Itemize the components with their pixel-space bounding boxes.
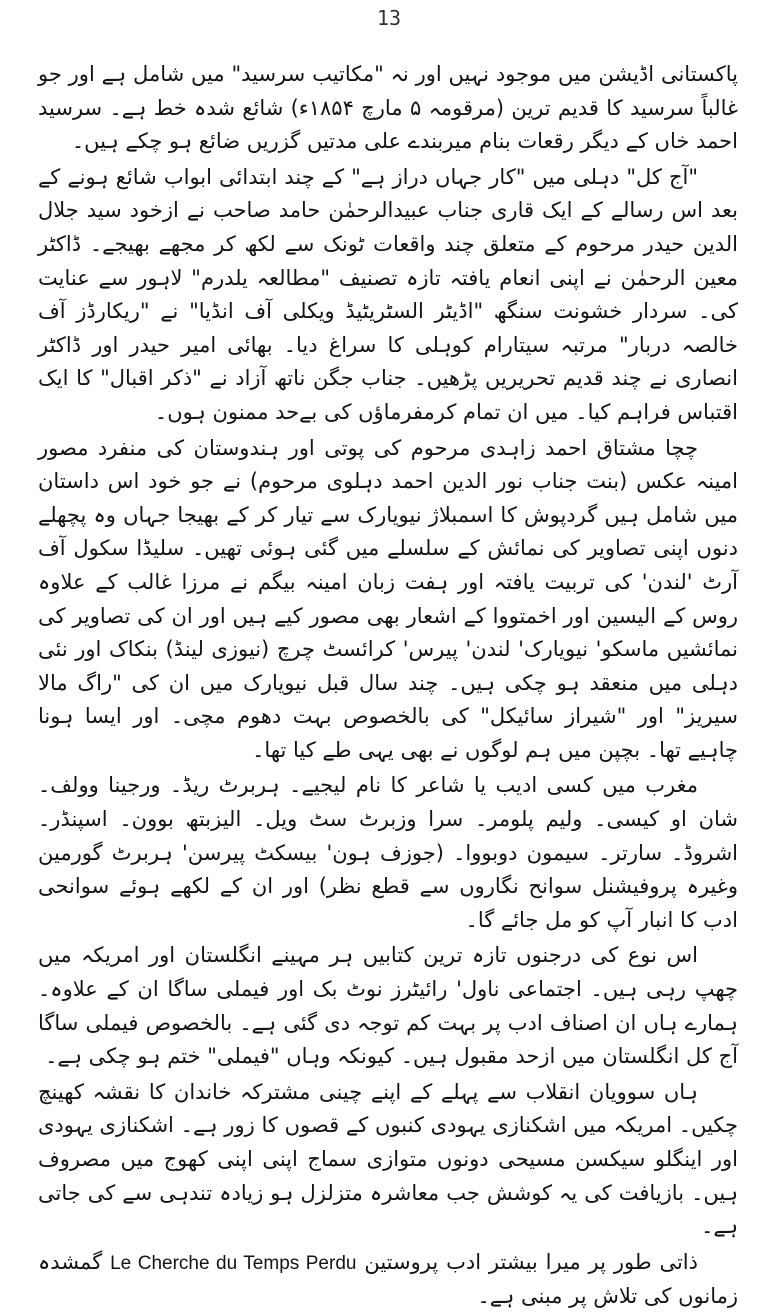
final-paragraph — [38, 1246, 738, 1314]
page-number: 13 — [376, 6, 402, 30]
final-paragraph-suffix: گمشدہ زمانوں کی تلاش پر مبنی ہے۔ — [38, 1249, 738, 1309]
final-paragraph-prefix: ذاتی طور پر میرا بیشتر ادب پروستین — [364, 1249, 698, 1274]
paragraph: مغرب میں کسی ادیب یا شاعر کا نام لیجیے۔ ہربرٹ ریڈ۔ ورجینا وولف۔ شان او کیسی۔ ولیم پلومر۔ سرا وزبرٹ سٹ ویل۔ الیزبتھ بوون۔ اسپنڈر۔ اشروڈ۔ سارتر۔ سیمون دوبووا۔ (جوزف ہون' بیسکٹ پیرسن' ہربرٹ گورمین وغیرہ پروفیشنل سوانح نگاروں سے قطع نظر) اور ان کے لکھے ہوئے سوانحی ادب کا انبار آپ کو مل جائے گا۔ — [38, 773, 738, 932]
body-text — [38, 58, 738, 1316]
paragraph: ہاں سوویان انقلاب سے پہلے کے اپنے چینی مشترکہ خاندان کا نقشہ کھینچ چکیں۔ امریکہ میں اشکنازی یہودی کنبوں کے قصوں کا زور ہے۔ اشکنازی یہودی اور اینگلو سیکسن مسیحی دونوں متوازی سماج اپنی اپنی کھوج میں مصروف ہیں۔ بازیافت کی یہ کوشش جب معاشرہ متزلزل ہو زیادہ تندہی سے کی جاتی ہے۔ — [38, 1079, 738, 1239]
paragraph: "آج کل" دہلی میں "کار جہاں دراز ہے" کے چند ابتدائی ابواب شائع ہونے کے بعد اس رسالے کے ایک قاری جناب عبیدالرحمٰن حامد صاحب نے ازخود سید جلال الدین حیدر مرحوم کے متعلق چند واقعات ٹونک سے لکھ کر مجھے بھیجے۔ ڈاکٹر معین الرحمٰن نے اپنی انعام یافتہ تازہ تصنیف "مطالعہ یلدرم" لاہور سے عنایت کی۔ سردار خشونت سنگھ "اڈیٹر السٹریٹیڈ ویکلی آف انڈیا" نے "ریکارڈز آف خالصہ دربار" مرتبہ سیتارام کوہلی کا سراغ دیا۔ بھائی امیر حیدر اور ڈاکٹر انصاری نے چند قدیم تحریریں پڑھیں۔ جناب جگن ناتھ آزاد نے "ذکر اقبال" کا ایک اقتباس فراہم کیا۔ میں ان تمام کرمفرماؤں کی بےحد ممنون ہوں۔ — [38, 164, 738, 424]
paragraph: چچا مشتاق احمد زاہدی مرحوم کی پوتی اور ہندوستان کی منفرد مصور امینہ عکس (بنت جناب نور الدین احمد دہلوی مرحوم) نے جو خود اس داستان میں شامل ہیں گردپوش کا اسمبلاژ نیویارک سے تیار کر کے بھیجا جہاں وہ پچھلے دنوں اپنی تصاویر کی نمائش کے سلسلے میں گئی ہوئی تھیں۔ سلیڈا سکول آف آرٹ 'لندن' کی تربیت یافتہ اور ہفت زبان امینہ بیگم نے مرزا غالب کے علاوہ روس کے الیسین اور اخمتووا کے اشعار بھی مصور کیے ہیں اور ان کی تصاویر کی نمائشیں ماسکو' نیویارک' لندن' پیرس' کرائسٹ چرچ (نیوزی لینڈ) بنکاک اور نئی دہلی میں منعقد ہو چکی ہیں۔ چند سال قبل نیویارک میں ان کی "راگ مالا سیریز" اور "شیراز سائیکل" کی بالخصوص بہت دھوم مچی۔ اور ایسا ہونا چاہیے تھا۔ بچپن میں ہم لوگوں نے بھی یہی طے کیا تھا۔ — [38, 435, 738, 762]
latin-book-title: Le Cherche du Temps Perdu — [110, 1252, 357, 1274]
paragraph: اس نوع کی درجنوں تازہ ترین کتابیں ہر مہینے انگلستان اور امریکہ میں چھپ رہی ہیں۔ اجتماعی ناول' رائیٹرز نوٹ بک اور فیملی ساگا ان کے علاوہ۔ ہمارے ہاں ان اصناف ادب پر بہت کم توجہ دی گئی ہے۔ بالخصوص فیملی ساگا آج کل انگلستان میں ازحد مقبول ہیں۔ کیونکہ وہاں "فیملی" ختم ہو چکی ہے۔ — [38, 943, 738, 1069]
paragraph: پاکستانی اڈیشن میں موجود نہیں اور نہ "مکاتیب سرسید" میں شامل ہے اور جو غالباً سرسید کا قدیم ترین (مرقومہ ۵ مارچ ۱۸۵۴ء) شائع شدہ خط ہے۔ سرسید احمد خاں کے دیگر رقعات بنام میربندے علی مدتیں گزریں ضائع ہو چکے ہیں۔ — [38, 62, 738, 154]
